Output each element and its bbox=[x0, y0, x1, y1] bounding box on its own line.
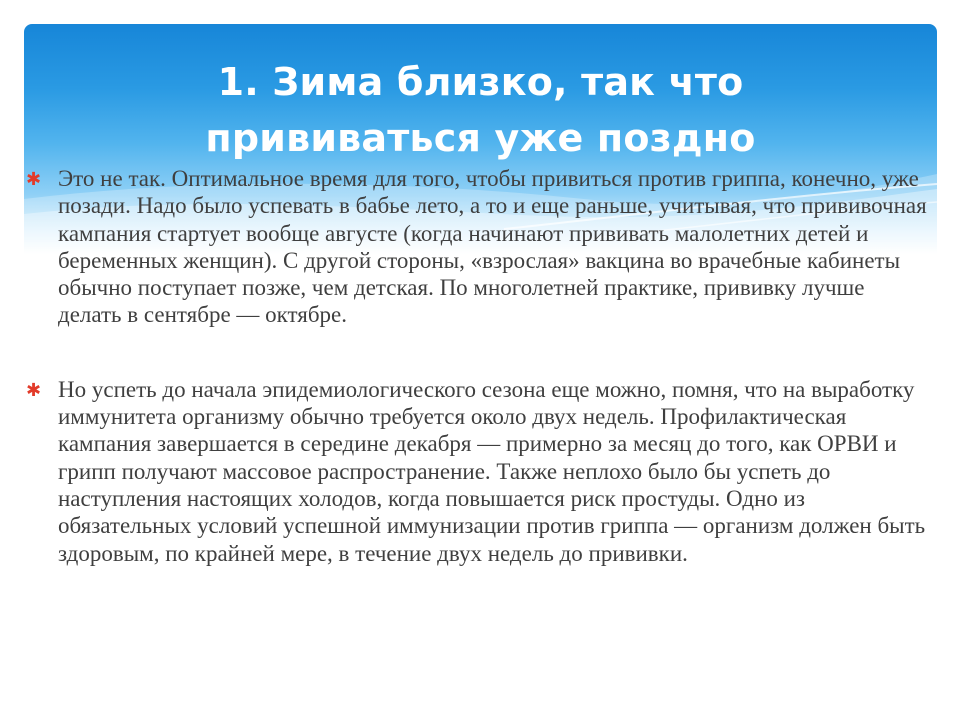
bullet-text: Это не так. Оптимальное время для того, чтобы привиться против гриппа, конечно, уже позади. Надо было успевать в бабье лето, а то и еще раньше, учитывая, что прививочная кампания стартует вообще августе (когда начинают прививать малолетних детей и беременных женщин). С другой стороны, «взрослая» вакцина во врачебные кабинеты обычно поступает позже, чем детская. По многолетней практике, прививку лучше делать в сентябре — октябре. bbox=[58, 166, 927, 328]
slide-title: 1. Зима близко, так что прививаться уже поздно bbox=[205, 60, 756, 160]
bullet-item bbox=[26, 376, 931, 567]
bullet-item bbox=[26, 165, 931, 329]
slide-body bbox=[26, 165, 931, 567]
asterisk-icon: ✱ bbox=[26, 379, 42, 401]
asterisk-icon: ✱ bbox=[26, 169, 42, 190]
bullet-text: Но успеть до начала эпидемиологического сезона еще можно, помня, что на выработку иммунитета организму обычно требуется около двух недель. Профилактическая кампания завершается в середине декабря — примерно за месяц до того, как ОРВИ и грипп получают массовое распространение. Также неплохо было бы успеть до наступления настоящих холодов, когда повышается риск простуды. Одно из обязательных условий успешной иммунизации против гриппа — организм должен быть здоровым, по крайней мере, в течение двух недель до прививки. bbox=[58, 376, 926, 566]
